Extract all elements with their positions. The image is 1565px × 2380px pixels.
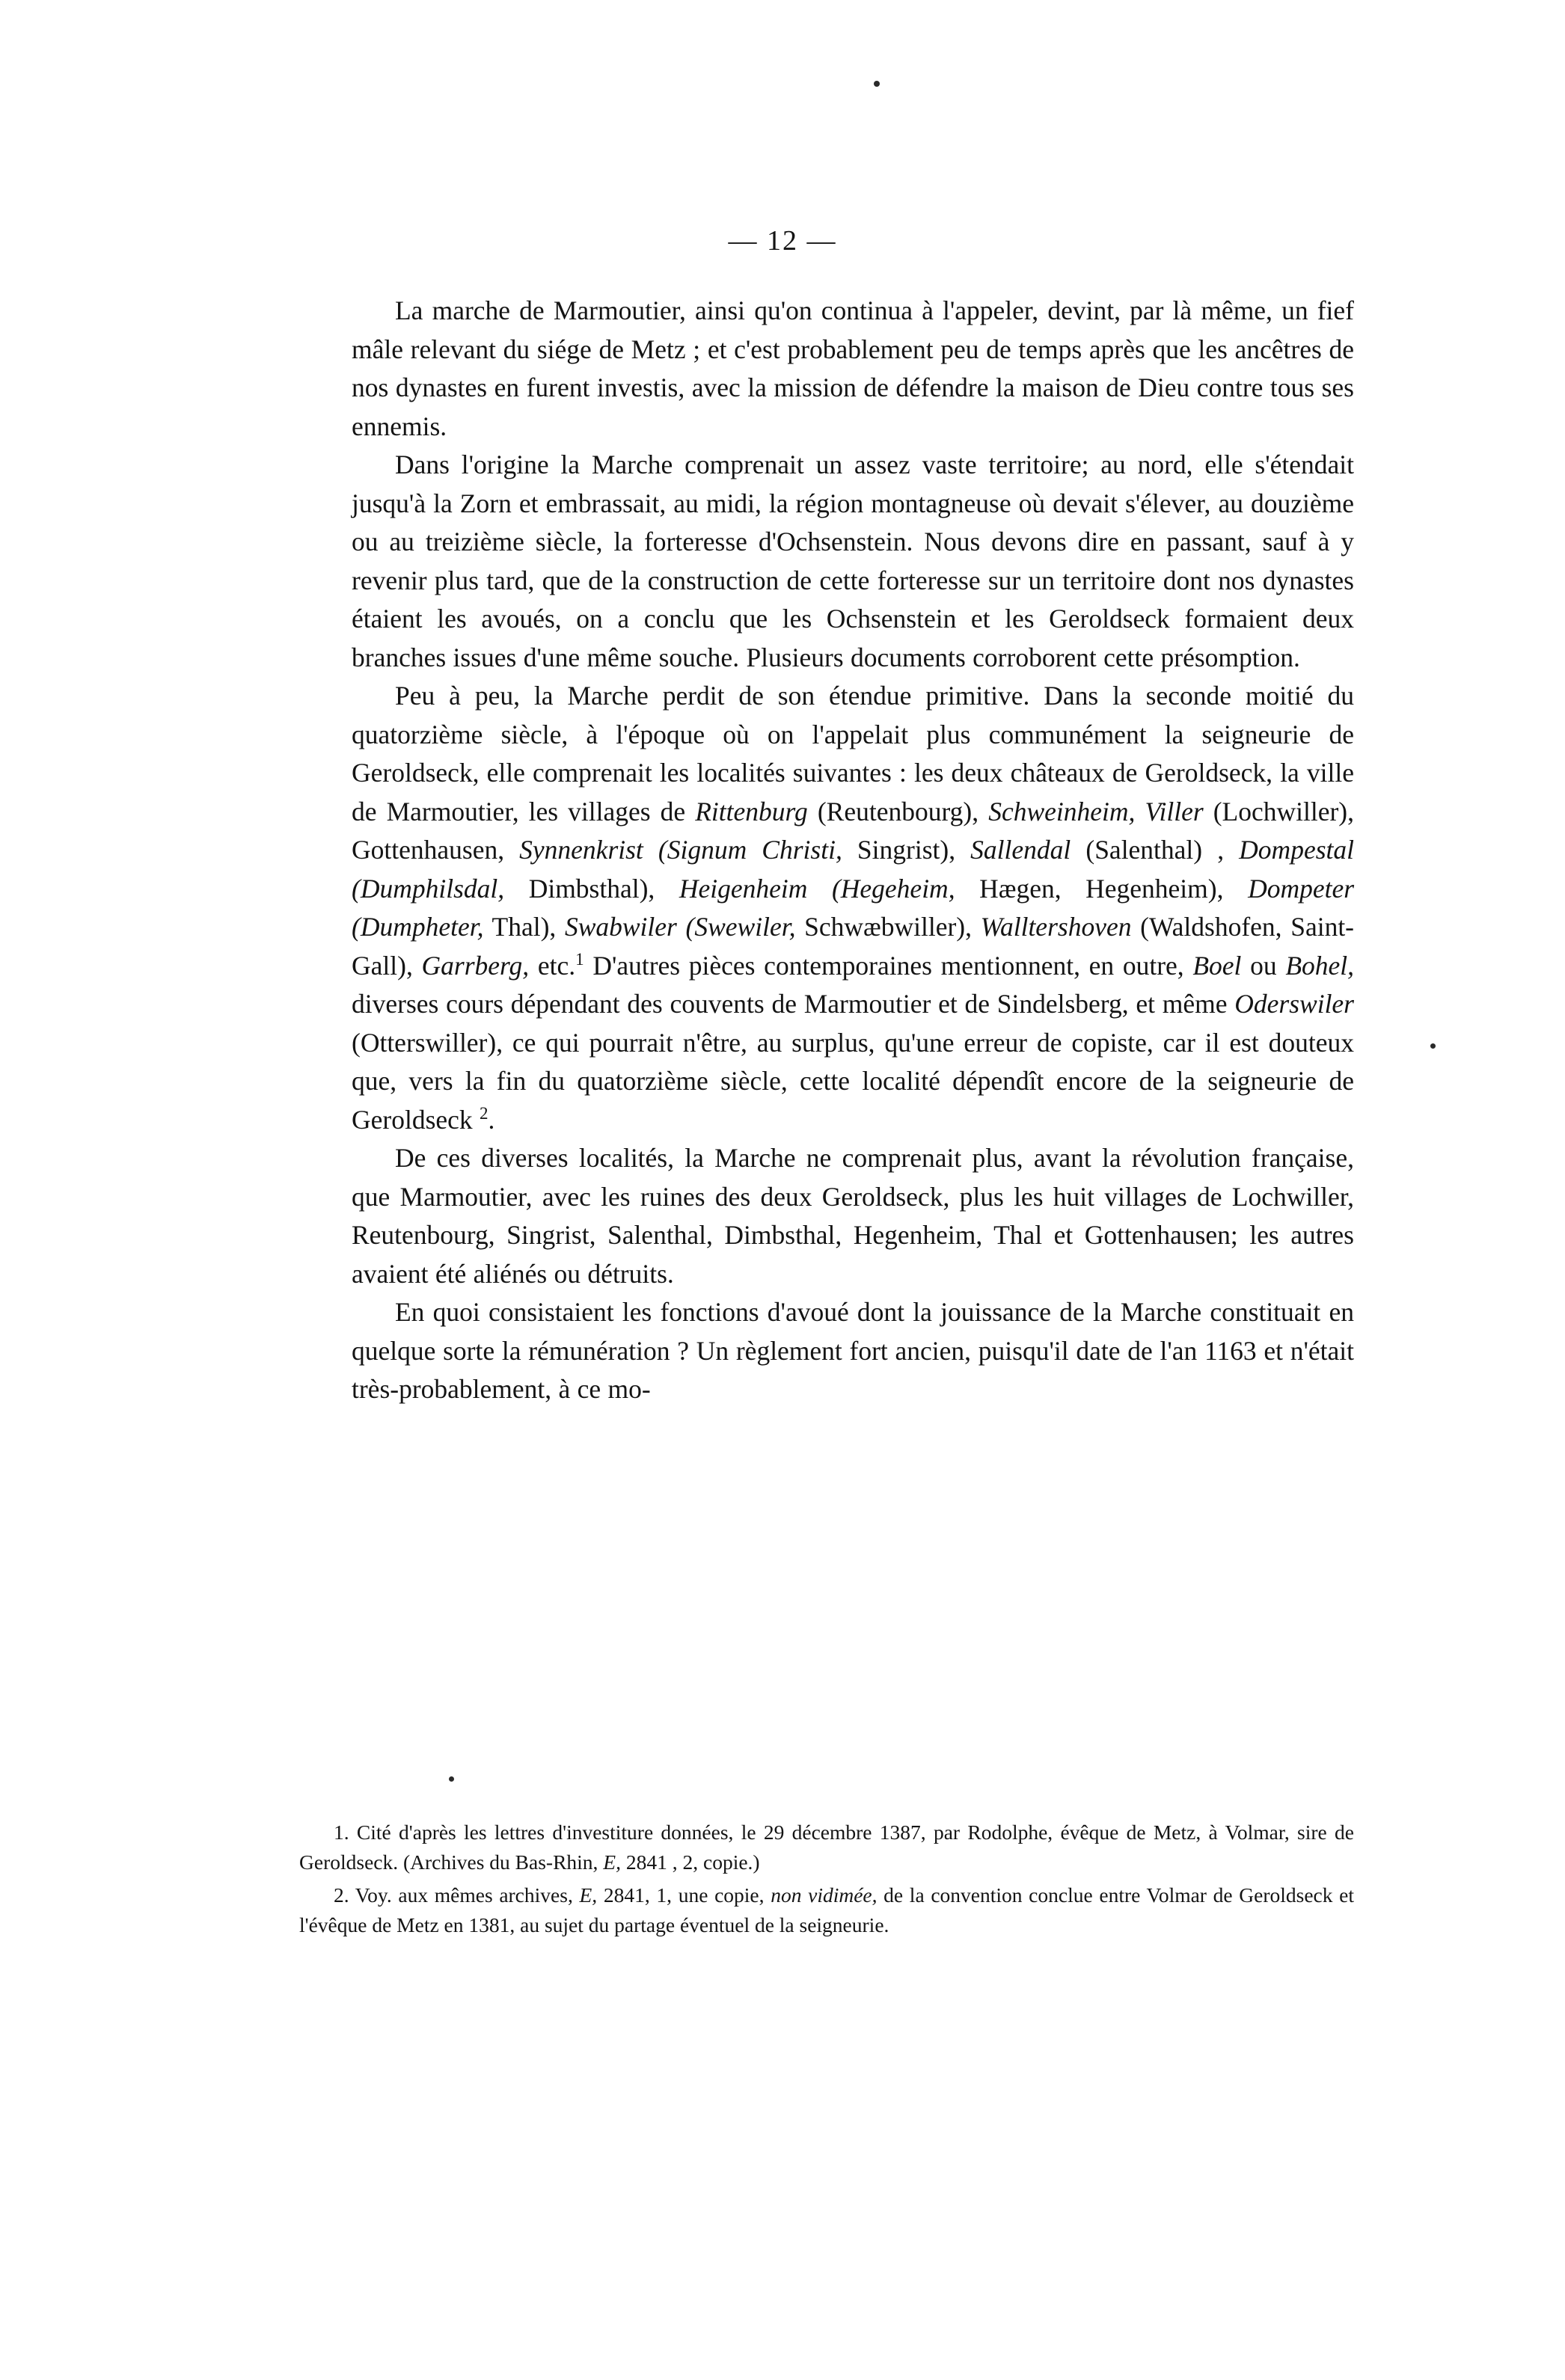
p3-seg-b12: ou [1241,950,1286,981]
footnote-2-seg-a: 2. Voy. aux mêmes archives, [334,1883,580,1907]
p3-seg-b4: (Salenthal) , [1071,835,1240,865]
p3-seg-b1: (Reutenbourg), [807,796,989,826]
p3-italic-13: Oderswiler [1234,989,1354,1019]
footnote-1-italic-1: E, [603,1850,621,1874]
footnote-2 [299,1880,1354,1940]
footnote-2-italic-2: non vidimée, [771,1883,878,1907]
footnote-2-seg-c: de la convention conclue entre Volmar de Geroldseck et l'évêque de Metz en 1381, au sujet du partage éventuel de la seigneurie. [299,1883,1355,1936]
p3-italic-12: Bohel, [1285,950,1354,981]
p3-seg-b9: (Waldshofen, Saint-Gall), [352,912,1354,981]
footnote-2-seg-b: 2841, 1, une copie, [597,1883,771,1907]
p3-seg-b10: etc. [529,950,576,981]
page-number: — 12 — [728,225,837,257]
paragraph-2 [352,446,1354,677]
p3-italic-10: Garrberg, [421,950,530,981]
body-text-block [352,292,1354,1409]
p3-italic-5: Dompestal (Dumphilsdal, [352,835,1354,904]
p3-seg-b8: Schwæbwiller), [795,912,981,942]
footnote-marker-2[interactable]: 2 [480,1103,489,1123]
p3-seg-b14: (Otterswiller), ce qui pourrait n'être, au surplus, qu'une erreur de copiste, car il est douteux que, vers la fin du quatorzième siècle, cette localité dépendît encore de la seigneurie de Geroldseck [352,1027,1354,1135]
paragraph-4: De ces diverses localités, la Marche ne comprenait plus, avant la révolution française, que Marmoutier, avec les ruines des deux Geroldseck, plus les huit villages de Lochwiller, Reutenbourg, Singrist, Salenthal, Dimbsthal, Hegenheim, Thal et Gottenhausen; les autres avaient été aliénés ou détruits. [352,1143,1354,1289]
paragraph-5: En quoi consistaient les fonctions d'avoué dont la jouissance de la Marche constituait en quelque sorte la rémunération ? Un règlement fort ancien, puisqu'il date de l'an 1163 et n'était très-probablement, à ce mo- [352,1297,1354,1404]
page-speck-right [1430,1043,1436,1049]
p3-seg-b15: . [488,1104,495,1135]
p3-seg-b13: diverses cours dépendant des couvents de Marmoutier et de Sindelsberg, et même [352,989,1235,1019]
p3-seg-b7: Thal), [483,912,565,942]
p3-italic-9: Walltershoven [980,912,1132,942]
paragraph-2-text: Dans l'origine la Marche comprenait un assez vaste territoire; au nord, elle s'étendait jusqu'à la Zorn et embrassait, au midi, la région montagneuse où devait s'élever, au douzième ou au treizième siècle, la forteresse d'Ochsenstein. Nous devons dire en passant, sauf à y revenir plus tard, que de la construction de cette forteresse sur un territoire dont nos dynastes étaient les avoués, on a conclu que les Ochsenstein et les Geroldseck formaient deux branches issues d'une même souche. Plusieurs documents corroborent cette présomption. [352,450,1354,672]
p3-seg-b5: Dimbsthal), [504,873,679,904]
footnote-marker-1[interactable]: 1 [575,949,584,969]
page-speck-bottom [449,1776,454,1782]
page-speck-top [874,81,880,87]
footnote-1-seg-b: 2841 , 2, copie.) [620,1850,760,1874]
footnote-1 [299,1818,1354,1877]
p3-italic-4: Sallendal [970,835,1071,865]
p3-seg-b3: Singrist), [842,835,971,865]
paragraph-3 [352,677,1354,1139]
paragraph-1: La marche de Marmoutier, ainsi qu'on continua à l'appeler, devint, par là même, un fief mâle relevant du siége de Metz ; et c'est probablement peu de temps après que les ancêtres de nos dynastes en furent investis, avec la mission de défendre la maison de Dieu contre tous ses ennemis. [352,295,1354,441]
p3-seg-b11: D'autres pièces contemporaines mentionnent, en outre, [584,950,1193,981]
footnotes-block [299,1818,1354,1940]
p3-italic-6: Heigenheim (Hegeheim, [679,873,955,904]
p3-seg-b6: Hægen, Hegenheim), [955,873,1249,904]
p3-italic-2: Schweinheim, Viller [988,796,1204,826]
p3-seg-b2: (Lochwiller), Gottenhausen, [352,796,1354,865]
p3-italic-8: Swabwiler (Swewiler, [564,912,796,942]
footnote-2-italic-1: E, [579,1883,598,1907]
p3-italic-11: Boel [1192,950,1242,981]
p3-italic-3: Synnenkrist (Signum Christi, [519,835,842,865]
p3-italic-1: Rittenburg [695,796,808,826]
footnote-1-seg-a: 1. Cité d'après les lettres d'investiture données, le 29 décembre 1387, par Rodolphe, évêque de Metz, à Volmar, sire de Geroldseck. (Archives du Bas-Rhin, [299,1821,1354,1874]
p3-seg-a: Peu à peu, la Marche perdit de son étendue primitive. Dans la seconde moitié du quatorzième siècle, à l'époque où on l'appelait plus communément la seigneurie de Geroldseck, elle comprenait les localités suivantes : les deux châteaux de Geroldseck, la ville de Marmoutier, les villages de [352,681,1354,826]
p3-italic-7: Dompeter (Dumpheter, [352,873,1355,942]
